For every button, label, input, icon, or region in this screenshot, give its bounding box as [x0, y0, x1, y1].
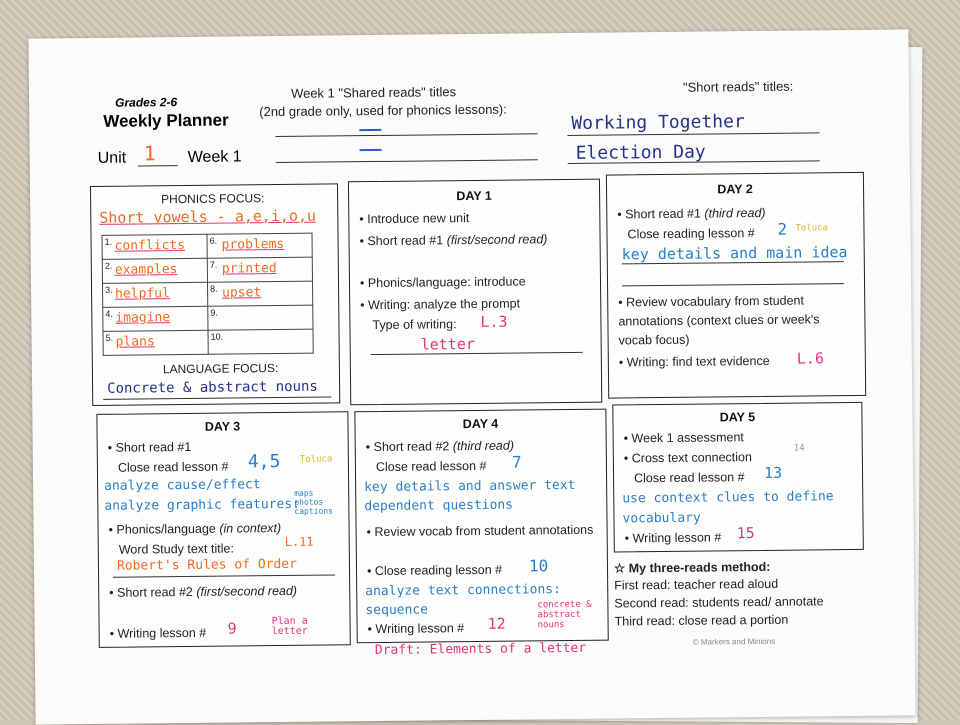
- day5-item-3: • Writing lesson #: [624, 530, 722, 546]
- day3-features: maps photos captions: [294, 488, 333, 516]
- day2-tag: Toluca: [795, 223, 829, 234]
- day5-item-1: • Week 1 assessment: [623, 430, 744, 446]
- day5-mark: 14: [793, 443, 805, 454]
- day2-heading: DAY 2: [717, 182, 753, 197]
- day4-lesson-label: Close read lesson #: [375, 458, 487, 475]
- day3-title-label: Word Study text title:: [118, 541, 234, 557]
- day4-writing-lesson: 12: [487, 614, 506, 633]
- planner-title: Weekly Planner: [103, 110, 229, 131]
- day4-item-3: • Close reading lesson #: [366, 562, 503, 579]
- day3-tag: Toluca: [299, 454, 333, 465]
- word-cell: 3. helpful: [102, 282, 207, 307]
- day1-heading: DAY 1: [456, 188, 492, 204]
- day2-lesson-number: 2: [777, 219, 788, 239]
- word-cell: 9.: [208, 305, 313, 330]
- unit-label: Unit: [97, 149, 127, 167]
- day2-item-2: • Review vocabulary from student annotations (context clues or week's vocab focus): [618, 293, 820, 348]
- day3-standard: L.11: [284, 534, 314, 549]
- day2-item-1: • Short read #1 (third read): [617, 205, 766, 222]
- phonics-focus: Short vowels - a,e,i,o,u: [99, 206, 317, 227]
- day2-line-2: [622, 283, 844, 286]
- short-read-title-2: Election Day: [575, 141, 706, 164]
- day4-lesson-number: 7: [511, 452, 522, 472]
- word-value: examples: [114, 262, 178, 278]
- day4-item-2: • Review vocab from student annotations: [366, 522, 594, 540]
- day4-item-4: • Writing lesson #: [367, 621, 465, 637]
- week-label: Week 1: [187, 148, 242, 166]
- day5-box: [612, 402, 864, 553]
- word-cell: 7. printed: [207, 257, 312, 282]
- day3-writing-lesson: 9: [227, 619, 237, 638]
- day3-lesson-label: Close read lesson #: [117, 459, 229, 475]
- day1-item-3: • Phonics/language: introduce: [359, 274, 526, 291]
- day2-item-3: • Writing: find text evidence: [618, 353, 770, 370]
- planner-sheet: [28, 29, 915, 724]
- word-value: imagine: [115, 310, 171, 326]
- phonics-box: [90, 183, 340, 406]
- day3-writing-note: Plan a letter: [271, 615, 308, 638]
- phonics-word-grid: [101, 233, 313, 356]
- day4-draft-note: Draft: Elements of a letter: [374, 640, 587, 659]
- day5-focus: use context clues to define vocabulary: [622, 489, 834, 527]
- day1-type-label: Type of writing:: [372, 317, 457, 333]
- day4-box: [354, 409, 608, 644]
- day1-box: [348, 179, 602, 406]
- method-heading: ☆ My three-reads method:: [613, 559, 771, 576]
- day3-focus-1: analyze cause/effect: [104, 477, 261, 494]
- day3-heading: DAY 3: [204, 419, 241, 434]
- day5-lesson-label: Close read lesson #: [633, 470, 745, 486]
- word-value: problems: [221, 236, 285, 253]
- day2-standard: L.6: [796, 349, 825, 368]
- short-reads-heading: "Short reads" titles:: [682, 78, 794, 95]
- day2-focus: key details and main idea: [621, 243, 848, 264]
- day2-box: [606, 172, 866, 399]
- word-value: upset: [222, 285, 262, 301]
- word-cell: 1. conflicts: [102, 234, 207, 259]
- word-cell: 10.: [208, 329, 313, 354]
- day3-line: [113, 574, 335, 577]
- day5-lesson-number: 13: [763, 463, 783, 482]
- shared-read-line-2: [276, 159, 538, 163]
- method-read-1: First read: teacher read aloud: [614, 576, 779, 593]
- word-cell: 6. problems: [207, 233, 312, 258]
- day4-item-1: • Short read #2 (third read): [365, 438, 515, 455]
- day1-item-2: • Short read #1 (first/second read): [359, 232, 548, 249]
- dash-mark-1: [359, 129, 381, 131]
- word-cell: 5. plans: [103, 330, 208, 355]
- day4-writing-note: concrete & abstract nouns: [537, 599, 592, 631]
- day5-heading: DAY 5: [719, 410, 756, 425]
- day3-focus-2: analyze graphic features:: [104, 496, 301, 514]
- word-value: printed: [221, 261, 277, 277]
- day1-writing-type: letter: [420, 334, 475, 354]
- day1-standard: L.3: [480, 312, 508, 331]
- language-line: [103, 396, 331, 399]
- day3-item-3: • Short read #2 (first/second read): [109, 583, 298, 600]
- phonics-heading: PHONICS FOCUS:: [161, 191, 265, 207]
- day3-text-title: Robert's Rules of Order: [116, 556, 298, 574]
- word-cell: 8. upset: [207, 281, 312, 306]
- word-value: helpful: [115, 286, 170, 302]
- method-read-3: Third read: close read a portion: [614, 612, 789, 629]
- day1-item-4: • Writing: analyze the prompt: [360, 296, 521, 313]
- short-read-title-1: Working Together: [571, 111, 745, 134]
- day5-item-2: • Cross text connection: [623, 450, 752, 466]
- shared-read-line-1: [275, 133, 537, 137]
- day5-writing-lesson: 15: [736, 524, 755, 543]
- credit-text: © Markers and Minions: [692, 636, 776, 647]
- day4-lesson2-number: 10: [528, 556, 549, 576]
- unit-value: 1: [143, 141, 156, 166]
- day3-lesson-number: 4,5: [247, 451, 281, 473]
- day3-item-4: • Writing lesson #: [109, 625, 207, 641]
- day3-item-2: • Phonics/language (in context): [108, 521, 282, 537]
- shared-reads-heading: Week 1 "Shared reads" titles: [290, 84, 457, 101]
- language-heading: LANGUAGE FOCUS:: [162, 361, 279, 377]
- day4-heading: DAY 4: [462, 416, 499, 432]
- word-value: conflicts: [114, 237, 186, 254]
- method-read-2: Second read: students read/ annotate: [614, 594, 824, 611]
- language-focus: Concrete & abstract nouns: [107, 378, 318, 397]
- grades-label: Grades 2-6: [115, 95, 178, 110]
- day1-item-1: • Introduce new unit: [359, 211, 470, 227]
- day1-line: [371, 352, 583, 355]
- day3-item-1: • Short read #1: [107, 439, 192, 455]
- shared-reads-subheading: (2nd grade only, used for phonics lessons):: [259, 101, 507, 120]
- day4-focus-2: analyze text connections: sequence: [365, 582, 561, 619]
- word-value: plans: [115, 334, 155, 350]
- word-cell: 4. imagine: [103, 306, 208, 331]
- day3-box: [96, 411, 350, 648]
- day2-lesson-label: Close reading lesson #: [627, 226, 755, 242]
- day4-focus: key details and answer text dependent questions: [364, 477, 576, 515]
- unit-line: [138, 165, 178, 166]
- word-cell: 2. examples: [102, 258, 207, 283]
- dash-mark-2: [360, 149, 382, 151]
